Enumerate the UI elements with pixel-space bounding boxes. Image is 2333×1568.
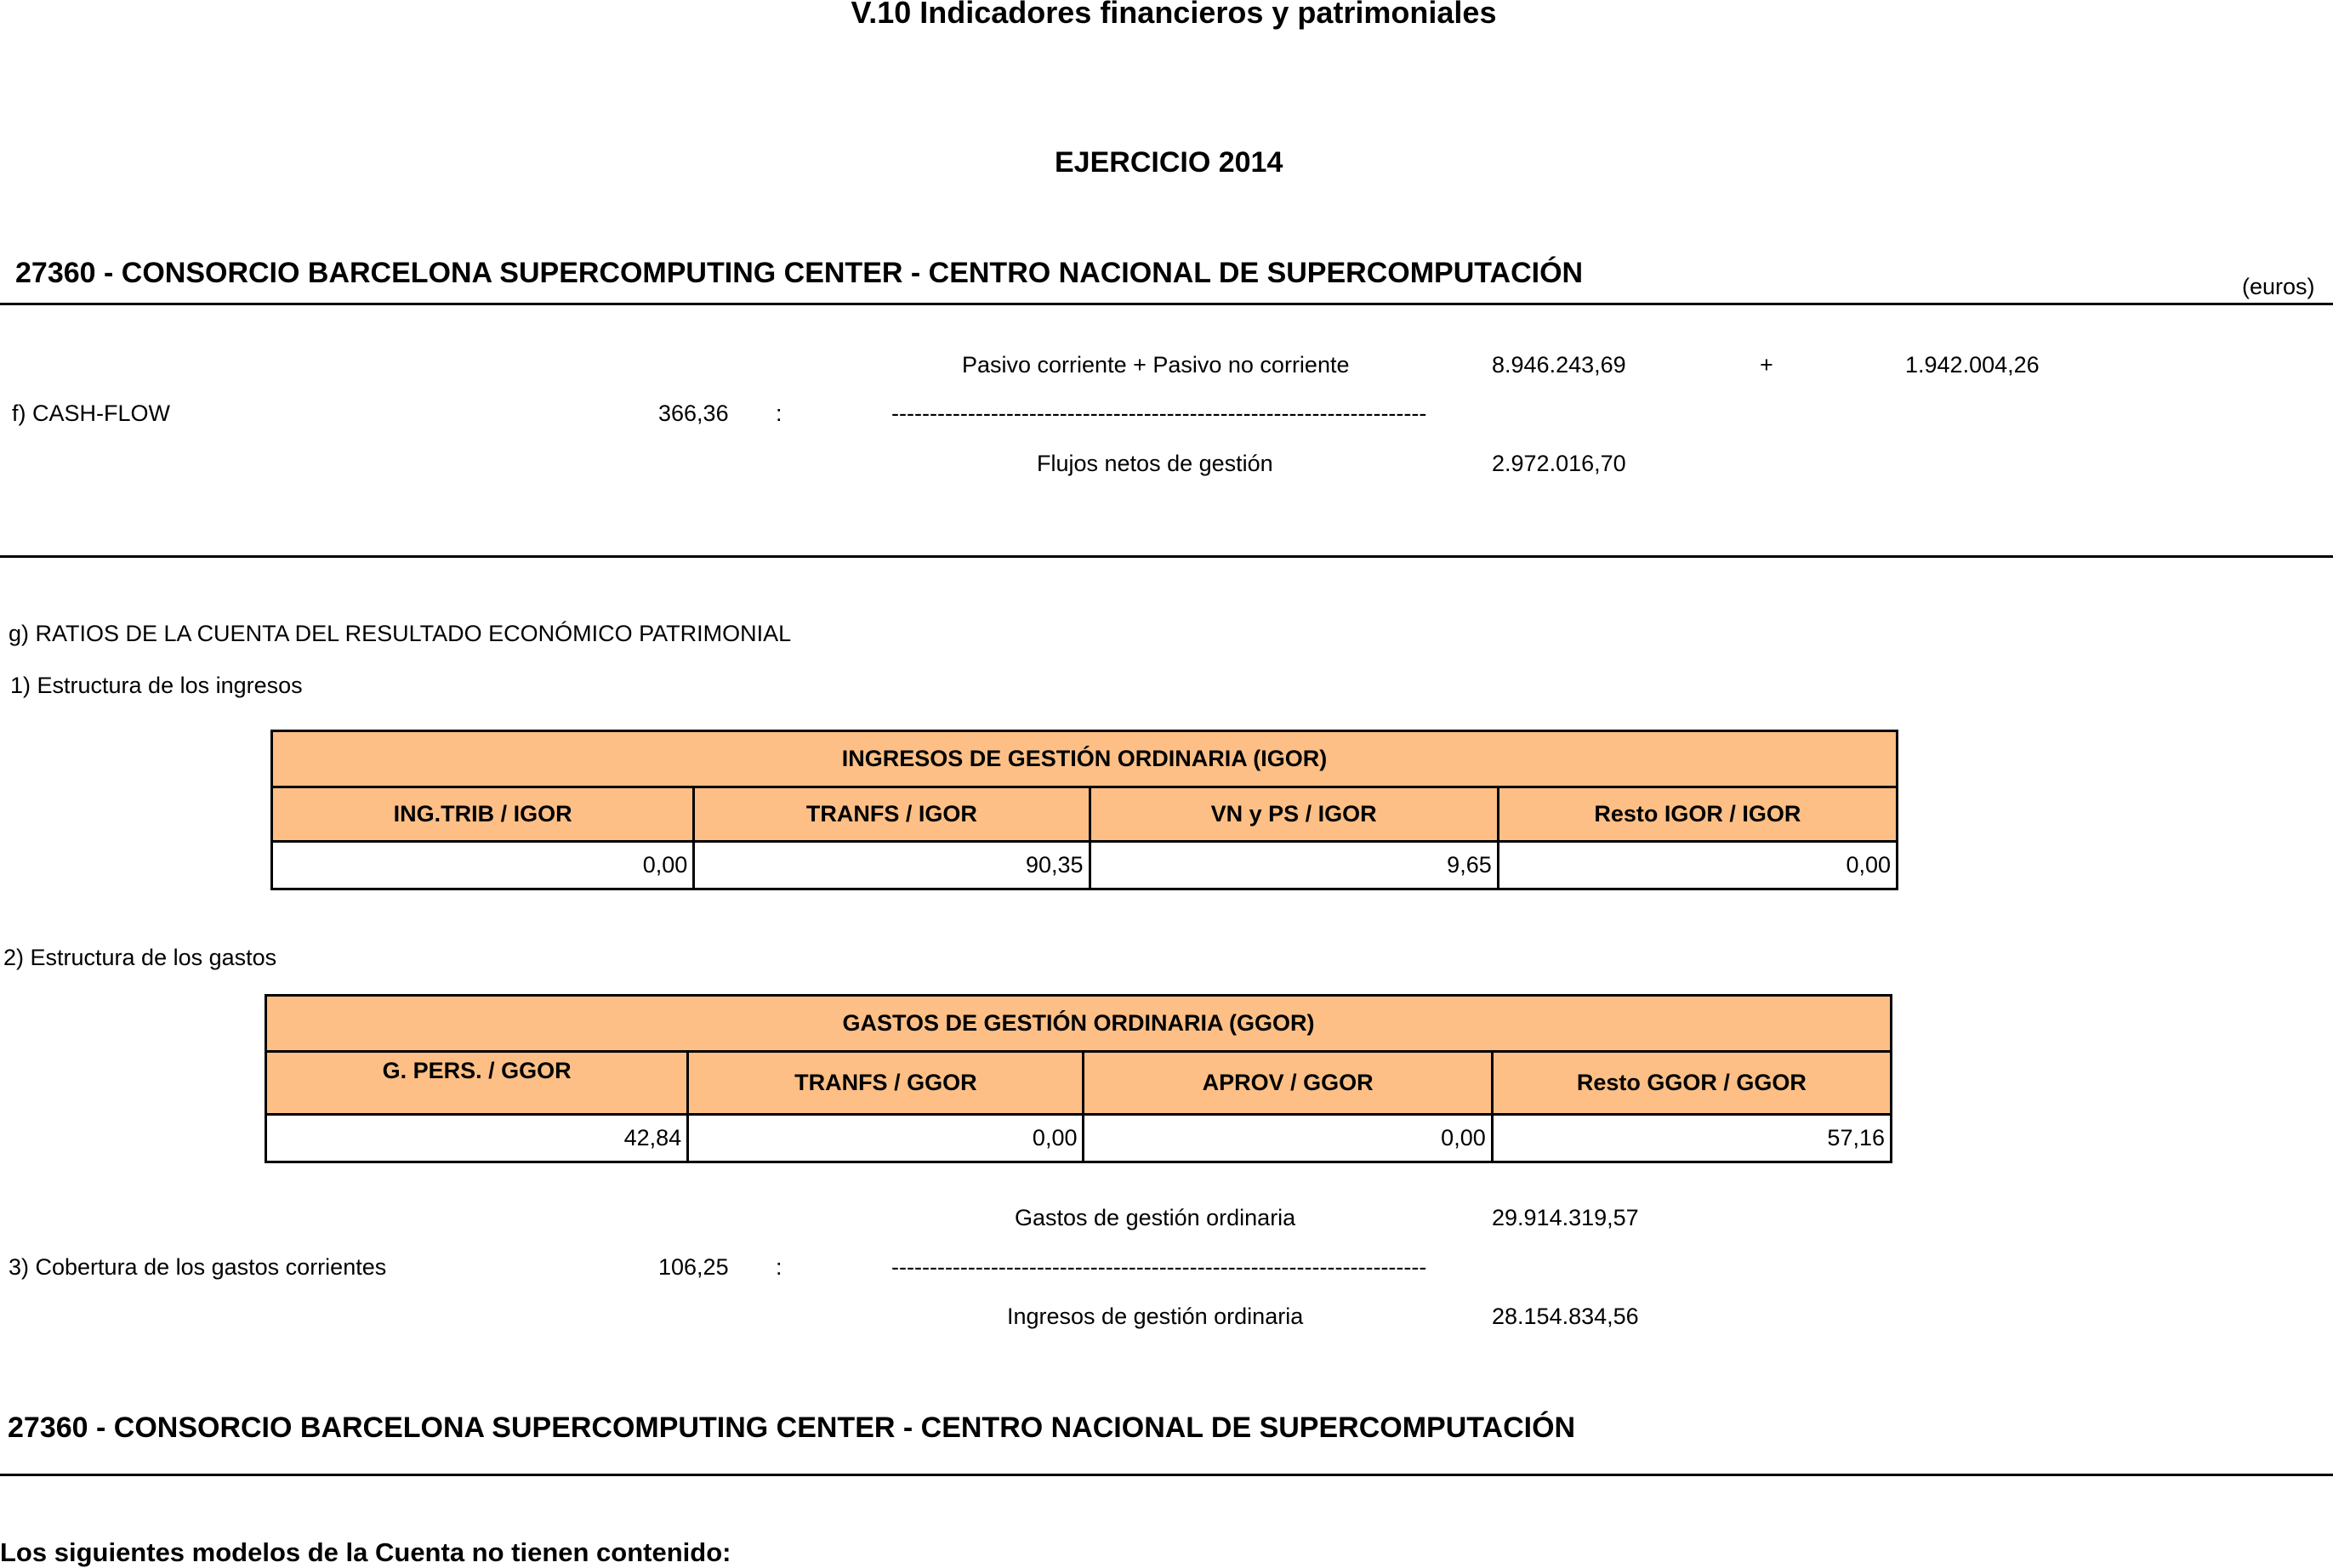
gastos-col-header: TRANFS / GGOR [688, 1052, 1084, 1115]
divider [0, 303, 2333, 305]
gastos-col-header: G. PERS. / GGOR [266, 1052, 688, 1115]
ingresos-value-cell: 0,00 [1498, 842, 1897, 889]
ingresos-structure-label: 1) Estructura de los ingresos [10, 673, 303, 698]
cobertura-label: 3) Cobertura de los gastos corrientes [9, 1254, 387, 1280]
ingresos-col-header: TRANFS / IGOR [694, 787, 1090, 842]
page-title: V.10 Indicadores financieros y patrimoniales [851, 0, 1497, 30]
cobertura-numerator-label: Gastos de gestión ordinaria [1015, 1205, 1296, 1230]
gastos-value-cell: 42,84 [266, 1115, 688, 1162]
cashflow-value: 366,36 [658, 401, 729, 426]
cashflow-denominator-value: 2.972.016,70 [1492, 451, 1626, 476]
ingresos-value-cell: 90,35 [694, 842, 1090, 889]
cobertura-fraction-line: ---------------------------------------------------------------------- [891, 1254, 1427, 1280]
cobertura-value: 106,25 [658, 1254, 729, 1280]
gastos-table-title: GASTOS DE GESTIÓN ORDINARIA (GGOR) [266, 996, 1892, 1052]
empty-models-note: Los siguientes modelos de la Cuenta no tienen contenido: [0, 1537, 731, 1567]
cobertura-denominator-value: 28.154.834,56 [1492, 1304, 1639, 1329]
cashflow-colon: : [776, 401, 782, 426]
plus-sign: + [1760, 352, 1773, 378]
gastos-col-header: APROV / GGOR [1084, 1052, 1492, 1115]
ingresos-table-title: INGRESOS DE GESTIÓN ORDINARIA (IGOR) [272, 731, 1898, 787]
cashflow-label: f) CASH-FLOW [12, 401, 170, 426]
ingresos-col-header: ING.TRIB / IGOR [272, 787, 694, 842]
gastos-table [265, 994, 1892, 1163]
ingresos-col-header: VN y PS / IGOR [1090, 787, 1498, 842]
gastos-value-cell: 0,00 [688, 1115, 1084, 1162]
cobertura-denominator-label: Ingresos de gestión ordinaria [1007, 1304, 1304, 1329]
cashflow-fraction-line: ---------------------------------------------------------------------- [891, 401, 1427, 426]
ingresos-value-cell: 9,65 [1090, 842, 1498, 889]
cashflow-numerator-value-1: 8.946.243,69 [1492, 352, 1626, 378]
ejercicio-heading: EJERCICIO 2014 [1055, 146, 1283, 179]
cobertura-colon: : [776, 1254, 782, 1280]
gastos-value-cell: 0,00 [1084, 1115, 1492, 1162]
cobertura-numerator-value: 29.914.319,57 [1492, 1205, 1639, 1230]
entity-heading-footer: 27360 - CONSORCIO BARCELONA SUPERCOMPUTING CENTER - CENTRO NACIONAL DE SUPERCOMPUTACIÓN [8, 1412, 1576, 1444]
divider [0, 555, 2333, 558]
cashflow-denominator-label: Flujos netos de gestión [1037, 451, 1273, 476]
cashflow-numerator-label: Pasivo corriente + Pasivo no corriente [962, 352, 1350, 378]
cashflow-numerator-value-2: 1.942.004,26 [1905, 352, 2040, 378]
ingresos-value-cell: 0,00 [272, 842, 694, 889]
gastos-value-cell: 57,16 [1492, 1115, 1891, 1162]
entity-heading: 27360 - CONSORCIO BARCELONA SUPERCOMPUTING CENTER - CENTRO NACIONAL DE SUPERCOMPUTACIÓN [15, 257, 1584, 289]
unit-label: (euros) [2242, 274, 2315, 299]
ingresos-table [270, 730, 1898, 890]
divider [0, 1474, 2333, 1476]
gastos-structure-label: 2) Estructura de los gastos [3, 945, 277, 970]
ingresos-col-header: Resto IGOR / IGOR [1498, 787, 1897, 842]
ratios-title: g) RATIOS DE LA CUENTA DEL RESULTADO ECONÓMICO PATRIMONIAL [9, 621, 792, 646]
gastos-col-header: Resto GGOR / GGOR [1492, 1052, 1891, 1115]
